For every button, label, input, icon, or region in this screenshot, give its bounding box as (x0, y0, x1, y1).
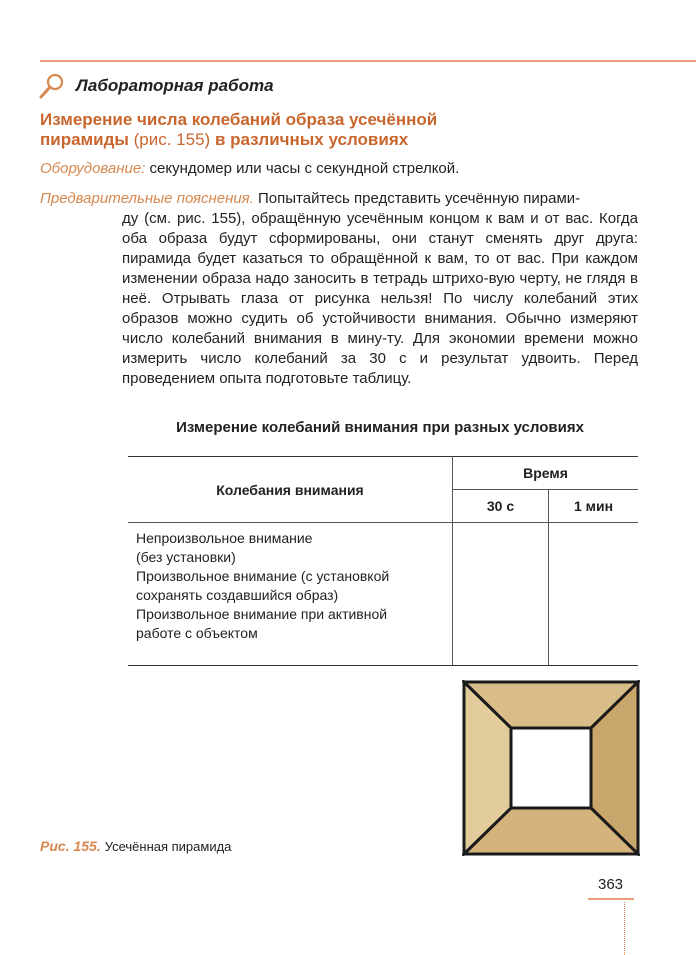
dotted-guide (624, 902, 625, 955)
lab-title: Лабораторная работа (76, 76, 274, 95)
col-time-header: Время (453, 457, 639, 490)
figure-ref: (рис. 155) (133, 130, 211, 149)
row-text: работе с объектом (136, 625, 258, 641)
conditions-cell (128, 523, 453, 666)
cell-30s (453, 523, 549, 666)
page-number-rule (588, 898, 634, 900)
equipment-line (40, 159, 459, 179)
row-text: Произвольное внимание при активной (136, 606, 388, 622)
top-rule (40, 60, 696, 62)
caption-number: Рис. 155. (40, 838, 101, 854)
measurement-table (128, 456, 638, 666)
caption-text: Усечённая пирамида (104, 839, 232, 854)
row-text: Непроизвольное внимание (136, 530, 313, 546)
truncated-pyramid-figure (462, 680, 640, 856)
title-part: пирамиды (40, 130, 134, 149)
equipment-label: Оборудование: (40, 160, 146, 177)
row-text: Произвольное внимание (с установкой (136, 568, 390, 584)
row-text: сохранять создавшийся образ) (136, 587, 339, 603)
section-title (40, 110, 640, 150)
col-1min-header: 1 мин (549, 490, 639, 523)
pyramid-top-square (511, 728, 591, 808)
cell-1min (549, 523, 639, 666)
lab-header (38, 66, 274, 106)
col-attention-header: Колебания внимания (128, 457, 453, 523)
magnifier-icon (38, 72, 66, 100)
figure-caption (40, 838, 231, 854)
page-number: 363 (598, 876, 624, 893)
preliminary-label: Предварительные пояснения. (40, 190, 254, 207)
row-text: (без установки) (136, 549, 236, 565)
section-title-line2 (40, 130, 640, 150)
table-header-row (128, 457, 638, 490)
title-part-end: в различных условиях (210, 130, 409, 149)
table-row (128, 523, 638, 666)
preliminary-line (40, 189, 580, 209)
col-30s-header: 30 с (453, 490, 549, 523)
table-title: Измерение колебаний внимания при разных условиях (176, 419, 584, 436)
equipment-text: секундомер или часы с секундной стрелкой. (145, 160, 460, 177)
preliminary-first-line: Попытайтесь представить усечённую пирами- (253, 190, 581, 207)
preliminary-body: ду (см. рис. 155), обращённую усечённым концом к вам и от вас. Когда оба образа будут сформированы, они станут сменять друг друга: пирамида будет казаться то обращённой к вам, то от вас. При каждом изменении образа надо заносить в тетрадь штрихо-вую черту, не глядя в неё. Отрывать глаза от рисунка нельзя! По числу колебаний этих образов можно судить об устойчивости внимания. Обычно измеряют число колебаний внимания в мину-ту. Для экономии времени можно измерить число колебаний за 30 с и результат удвоить. Перед проведением опыта подготовьте таблицу. (122, 210, 638, 387)
section-title-line1: Измерение числа колебаний образа усечённой (40, 110, 438, 129)
